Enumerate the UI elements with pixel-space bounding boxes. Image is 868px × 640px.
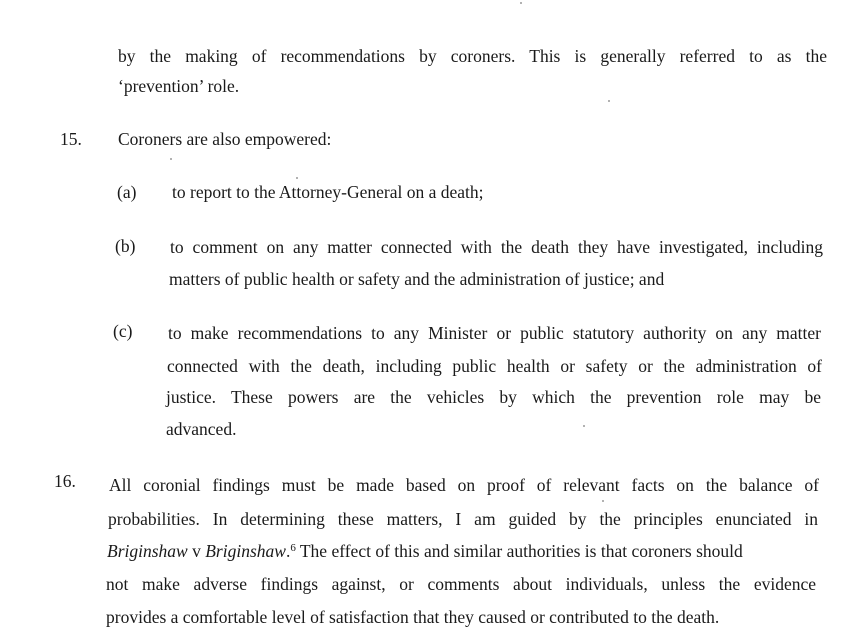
item-c-label: (c): [113, 321, 133, 341]
item-a-line-1: to report to the Attorney-General on a death;: [172, 182, 484, 202]
paragraph-number-15: 15.: [60, 129, 82, 149]
scan-speck: [296, 177, 298, 179]
paragraph-16-line-4: not make adverse findings against, or comments about individuals, unless the evidence: [106, 574, 816, 594]
item-b-label: (b): [115, 236, 136, 256]
paragraph-16-line-2: probabilities. In determining these matters, I am guided by the principles enunciated in: [108, 509, 818, 529]
case-party-2: Briginshaw: [205, 541, 286, 561]
item-c-line-4: advanced.: [166, 419, 237, 439]
scan-speck: [583, 425, 585, 427]
case-party-1: Briginshaw: [107, 541, 188, 561]
item-a-label: (a): [117, 182, 137, 202]
scan-speck: [602, 500, 604, 502]
item-c-line-1: to make recommendations to any Minister or public statutory authority on any matter: [168, 323, 821, 343]
continuation-line-2: ‘prevention’ role.: [118, 76, 240, 96]
paragraph-16-line-5: provides a comfortable level of satisfaction that they caused or contributed to the death.: [106, 607, 720, 627]
footnote-reference: 6: [290, 542, 296, 554]
paragraph-16-line-1: All coronial findings must be made based on proof of relevant facts on the balance of: [109, 475, 819, 495]
paragraph-16-line-3: [107, 540, 743, 562]
case-versus: v: [187, 541, 206, 561]
scan-speck: [170, 158, 172, 160]
item-c-line-3: justice. These powers are the vehicles by which the prevention role may be: [166, 387, 821, 407]
item-b-line-1: to comment on any matter connected with the death they have investigated, including: [170, 237, 823, 257]
scan-speck: [520, 2, 522, 4]
paragraph-number-16: 16.: [54, 471, 76, 491]
scan-speck: [608, 100, 610, 102]
case-period: .: [285, 541, 291, 561]
item-b-line-2: matters of public health or safety and the administration of justice; and: [169, 269, 665, 289]
paragraph-16-line-3-rest: The effect of this and similar authorities is that coroners should: [295, 541, 743, 561]
item-c-line-2: connected with the death, including public health or safety or the administration of: [167, 356, 822, 376]
continuation-line-1: by the making of recommendations by coroners. This is generally referred to as the: [118, 46, 827, 66]
paragraph-15-intro: Coroners are also empowered:: [118, 129, 332, 149]
